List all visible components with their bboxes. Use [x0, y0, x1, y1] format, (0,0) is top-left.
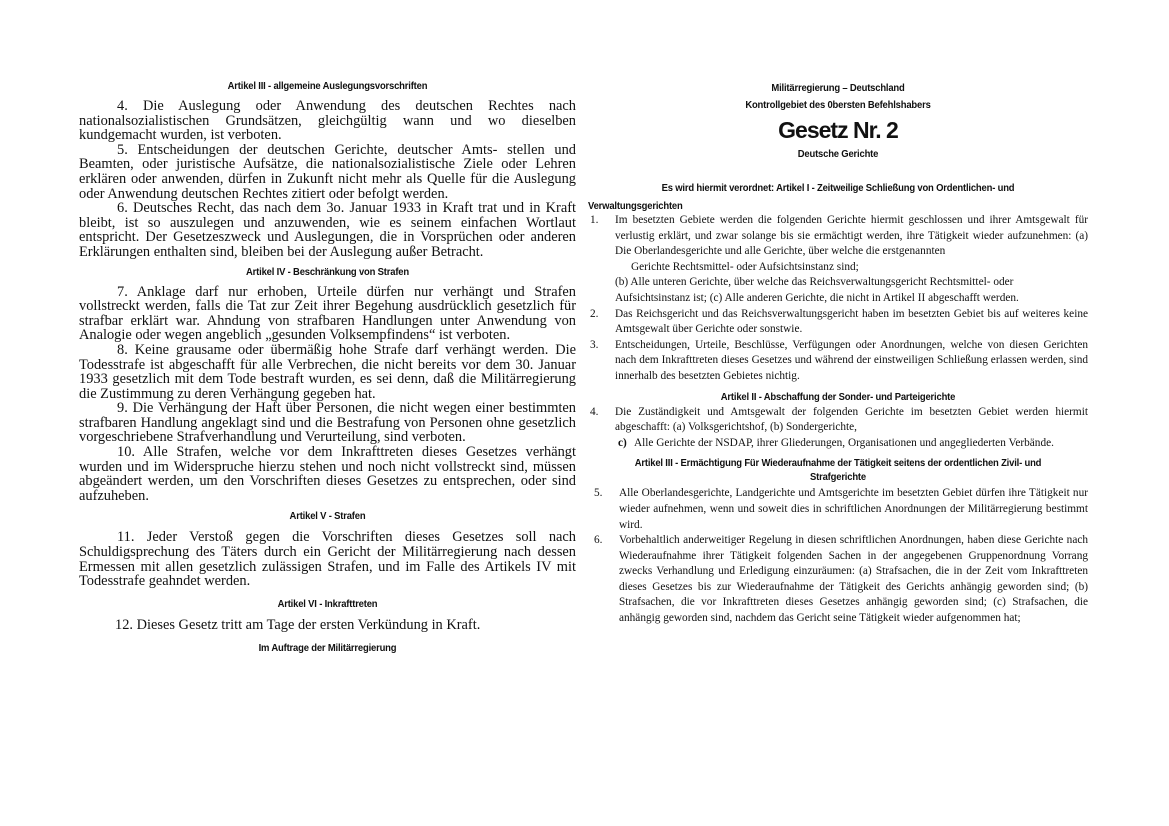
page-title: Gesetz Nr. 2 — [778, 117, 898, 143]
footer-signature-line: Im Auftrage der Militärregierung — [258, 642, 397, 655]
list-item-6: 6. Vorbehaltlich anderweitiger Regelung in diesen schriftlichen Anordnungen, haben diese Gerichte nach Wiederaufnahme ihrer Tätigkeit folgenden Sachen in der angegebenen Gruppenordnung Vorrang zwecks Verhandlung und Erledigung einzuräumen: (a) Strafsachen, die in der Zeit vom Inkrafttreten dieses Gesetzes bis zur Wiederaufnahme der Tätigkeit des Gerichts anhängig geworden sind; (b) Strafsachen, die vor Inkrafttreten dieses Gesetzes anhängig geworden sind; (c) Strafsachen, die anhängig geworden sind, nachdem das Gericht seine Tätigkeit wieder aufgenommen hat; — [594, 534, 1088, 625]
list-item-4: 4. Die Zuständigkeit und Amtsgewalt der folgenden Gerichte im besetzten Gebiet werden hiermit abgeschafft: (a) Volksgerichtshof, (b) Sondergerichte, — [590, 405, 1088, 434]
intro-article-1-heading: Es wird hiermit verordnet: Artikel I - Zeitweilige Schließung von Ordentlichen- und — [661, 182, 1015, 194]
article-3-heading: Artikel III - allgemeine Auslegungsvorschriften — [227, 80, 428, 92]
article-2-heading: Artikel II - Abschaffung der Sonder- und Parteigerichte — [720, 390, 956, 403]
article-3-right-heading-cont: Strafgerichte — [810, 471, 866, 484]
paragraph-9: 9. Die Verhängung der Haft über Personen, die nicht wegen einer bestimmten strafbaren Handlung angeklagt sind und die Bestrafung von Personen ohne gesetzlich vorgeschriebene Strafverhandlung und Verurteilung, sind verboten. — [79, 400, 576, 446]
paragraph-8: 8. Keine grausame oder übermäßig hohe Strafe darf verhängt werden. Die Todesstrafe ist abgeschafft für alle Verbrechen, die nicht bereits vor dem 30. Januar 1933 gesetzlich mit dem Tode bestraft wurden, es sei denn, daß die Militärregierung die Zustimmung zu deren Verhängung gegeben hat. — [79, 341, 576, 402]
list-item-2: 2. Das Reichsgericht und das Reichsverwaltungsgericht haben im besetzten Gebiet bis auf weiteres keine Amtsgewalt über Gerichte oder sonstwie. — [590, 307, 1088, 336]
left-column — [79, 0, 576, 654]
paragraph-4: 4. Die Auslegung oder Anwendung des deutschen Rechtes nach nationalsozialistischen Grundsätzen, gleichgültig wann und wo dieselben kundgemacht wurden, ist verboten. — [79, 98, 576, 144]
list-item-3: 3. Entscheidungen, Urteile, Beschlüsse, Verfügungen oder Anordnungen, welche von diesen Gerichten nach dem Inkrafttreten dieses Gesetzes und während der einstweiligen Schließung erlassen werden, sind innerhalb des besetzten Gebietes nichtig. — [590, 338, 1088, 382]
paragraph-10: 10. Alle Strafen, welche vor dem Inkrafttreten dieses Gesetzes verhängt wurden und im Widerspruche hierzu stehen und noch nicht vollstreckt sind, müssen abgeändert werden, um den Vorschriften dieses Gesetzes zu entsprechen, oder sind aufzuheben. — [79, 444, 576, 504]
article-6-heading: Artikel VI - Inkrafttreten — [277, 597, 378, 610]
paragraph-5: 5. Entscheidungen der deutschen Gerichte, deutscher Amts- stellen und Beamten, oder juristische Aufsätze, die nationalsozialistische Ziele oder Lehren erklären oder anwenden, dürfen in Zukunft nicht mehr als Quelle für die Auslegung oder Anwendung deutschen Rechtes zitiert oder befolgt werden. — [79, 141, 576, 202]
article-5-heading: Artikel V - Strafen — [289, 510, 366, 523]
list-item-4c: c) Alle Gerichte der NSDAP, ihrer Gliederungen, Organisationen und angegliederten Verbände. — [618, 436, 1054, 449]
paragraph-7: 7. Anklage darf nur erhoben, Urteile dürfen nur verhängt und Strafen vollstreckt werden, falls die Tat zur Zeit ihrer Begehung ausdrücklich gesetzlich für strafbar erklärt war. Ahndung von strafbaren Handlungen unter Anwendung von Analogie oder wegen angeblich „gesunden Volksempfindens“ ist verboten. — [79, 283, 576, 344]
list-item-1-cont: Gerichte Rechtsmittel- oder Aufsichtsinstanz sind; — [631, 260, 859, 273]
article-3-right-heading: Artikel III - Ermächtigung Für Wiederaufnahme der Tätigkeit seitens der ordentlichen Zivil- und — [634, 457, 1042, 470]
article-4-heading: Artikel IV - Beschränkung von Strafen — [246, 265, 409, 278]
header-control-area: Kontrollgebiet des 0bersten Befehlshabers — [745, 99, 931, 111]
paragraph-12: 12. Dieses Gesetz tritt am Tage der ersten Verkündung in Kraft. — [115, 616, 481, 633]
list-item-5: 5. Alle Oberlandesgerichte, Landgerichte und Amtsgerichte im besetzten Gebiet dürfen ihre Tätigkeit nur wieder aufnehmen, wenn und soweit dies in schriftlichen Anordnungen der Militärregierung bestimmt wird. — [594, 487, 1088, 531]
paragraph-11: 11. Jeder Verstoß gegen die Vorschriften dieses Gesetzes soll nach Schuldigsprechung des Täters durch ein Gericht der Militärregierung nach dessen Ermessen mit allen gesetzlich zulässigen Strafen, und im Falle des Artikels IV mit Todesstrafe geahndet werden. — [79, 529, 576, 590]
list-item-1: 1. Im besetzten Gebiete werden die folgenden Gerichte hiermit geschlossen und ihrer Amtsgewalt für verlustig erklärt, und zwar solange bis sie ermächtigt werden, ihre Tätigkeit wieder aufzunehmen: (a) Die Oberlandesgerichte und alle Gerichte, über welche die erstgenannten — [590, 214, 1088, 258]
subtitle: Deutsche Gerichte — [797, 148, 879, 160]
list-item-1-cont-b: (b) Alle unteren Gerichte, über welche das Reichsverwaltungsgericht Rechtsmittel- oder Aufsichtsinstanz ist; (c) Alle anderen Gerichte, die nicht in Artikel II abgeschafft werden. — [615, 276, 1019, 304]
paragraph-6: 6. Deutsches Recht, das nach dem 3o. Januar 1933 in Kraft trat und in Kraft bleibt, ist so auszulegen und anzuwenden, wie es seinem einfachen Wortlaut entspricht. Der Gesetzeszweck und Auslegungen, die in Vorsprüchen oder anderen Erklärungen enthalten sind, bleiben bei der Auslegung außer Betracht. — [79, 200, 576, 260]
right-column — [588, 0, 1088, 627]
header-military-government: Militärregierung – Deutschland — [771, 82, 905, 94]
intro-article-1-heading-cont: Verwaltungsgerichten — [588, 200, 683, 212]
